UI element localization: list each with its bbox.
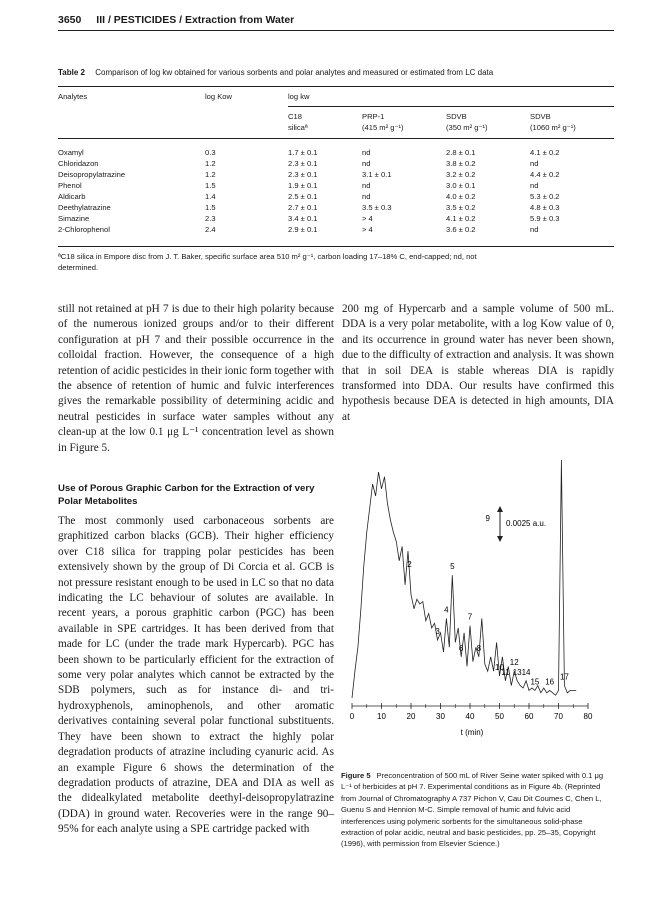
table-row-prp: > 4 [362,214,373,223]
table-row-sdvb350: 4.0 ± 0.2 [446,192,476,201]
x-tick-label: 10 [377,712,386,721]
peak-label: 12 [509,658,519,668]
figure-label: Figure 5 [341,771,371,780]
header-sdvb-350: SDVB [446,112,467,121]
table-row-c18: 3.4 ± 0.1 [288,214,318,223]
table-row-kow: 2.4 [205,225,216,234]
table-row-prp: 3.5 ± 0.3 [362,203,392,212]
chromatogram-figure [340,452,620,792]
body-column-left-top [58,302,334,456]
chromatogram-plot [352,460,576,698]
peak-label: 17 [559,672,569,682]
table-row-c18: 2.3 ± 0.1 [288,159,318,168]
table-row-sdvb1060: 4.4 ± 0.2 [530,170,560,179]
table-top-rule [58,86,614,87]
table-row-name: Oxamyl [58,148,84,157]
peak-label: 7 [467,612,473,622]
table-row-sdvb1060: 4.1 ± 0.2 [530,148,560,157]
table-row-c18: 2.7 ± 0.1 [288,203,318,212]
table-row-sdvb350: 3.0 ± 0.1 [446,181,476,190]
x-tick-label: 80 [583,712,593,721]
table-row-sdvb1060: 5.9 ± 0.3 [530,214,560,223]
table-row-prp: nd [362,148,371,157]
table-row-prp: 3.1 ± 0.1 [362,170,392,179]
table-row-sdvb350: 2.8 ± 0.1 [446,148,476,157]
table-row-name: Phenol [58,181,82,190]
scale-bar-arrow-up [497,506,503,512]
table-row-c18: 1.9 ± 0.1 [288,181,318,190]
table-row-kow: 1.2 [205,170,216,179]
table-sub-rule [288,106,614,107]
table-row-sdvb1060: 5.3 ± 0.2 [530,192,560,201]
chromatogram-trace [352,460,576,698]
header-sdvb-350-sub: (350 m² g⁻¹) [446,123,488,132]
peak-label: 3 [435,627,440,636]
table-row-kow: 2.3 [205,214,216,223]
x-tick-label: 70 [554,712,563,721]
table-row-c18: 2.9 ± 0.1 [288,225,318,234]
table-row-kow: 1.5 [205,181,216,190]
peak-label: 5 [450,562,455,572]
scale-bar [497,506,546,542]
header-sdvb-1060-sub: (1060 m² g⁻¹) [530,123,576,132]
header-c18-sub: silicaª [288,123,308,132]
figure-caption [341,770,615,850]
table-row-name: Simazine [58,214,90,223]
table-footnote-line1: ªC18 silica in Empore disc from J. T. Baker, specific surface area 510 m² g⁻¹, carbon loading 17–18% C, end-capped; nd, not [58,252,477,261]
table-label: Table 2 [58,68,85,77]
body-paragraph: The most commonly used carbonaceous sorbents are graphitized carbon blacks (GCB). Their higher efficiency over C18 silica for trapping polar pesticides has been extensively shown by the group of Di Corcia et al. GCB is not pressure resistant enough to be used in LC so that no data indicating the LC behaviour of solutes are available. In recent years, a porous graphitic carbon (PGC) has been available in SPE cartridges. It has been derived from that made for LC (under the trade mark Hypercarb). PGC has been shown to be particularly efficient for the extraction of some very polar analytes which cannot be extracted by the SDB polymers, such as for instance di- and tri-hydroxyphenols, aminophenols, and other aromatic derivatives containing several polar functional substituents. They have been shown to extract the highly polar degradation products of atrazine including cyanuric acid. As an example Figure 6 shows the determination of the degradation products of atrazine, DEA and DIA as well as the didealkylated metabolite deethyl-deisopropylatrazine (DDA) in ground water. Recoveries were in the range 90–95% for each analyte using a SPE cartridge packed with [58,515,334,836]
peak-label: 8 [476,643,482,653]
peak-label: 15 [530,677,540,687]
peak-label: 11 [501,667,510,677]
time-axis [350,703,593,721]
table-row-sdvb350: 3.6 ± 0.2 [446,225,476,234]
peak-label: 4 [444,605,449,615]
x-tick-label: 0 [349,712,355,721]
table-row-sdvb1060: nd [530,159,539,168]
header-analytes: Analytes [58,92,88,101]
header-prp1-sub: (415 m² g⁻¹) [362,123,404,132]
table-row-sdvb350: 3.8 ± 0.2 [446,159,476,168]
table-row-name: Aldicarb [58,192,86,201]
table-row-kow: 1.5 [205,203,216,212]
table-row-sdvb350: 3.5 ± 0.2 [446,203,476,212]
table-caption-text: Comparison of log kw obtained for various sorbents and polar analytes and measured or estimated from LC data [95,68,494,77]
table-row-c18: 2.5 ± 0.1 [288,192,318,201]
peak-label: 2 [407,559,412,569]
table-row-name: Deisopropylatrazine [58,170,126,179]
body-paragraph: still not retained at pH 7 is due to their high polarity because of the numerous ionized groups and/or to their different configuration at pH 7 and their possible occurrence in the colloidal fraction. However, the consequence of a high retention of acidic pesticides in their ionic form together with the absence of retention of humic and fulvic interferences gives the remarkable possibility of determining acidic and neutral pesticides in surface water samples without any clean-up at the low 0.1 μg L⁻¹ concentration level as shown in Figure 5. [58,303,334,454]
x-tick-label: 20 [406,712,416,721]
table-row-prp: > 4 [362,225,373,234]
table-row-sdvb1060: nd [530,181,539,190]
x-tick-label: 50 [495,712,504,721]
table-caption [58,68,614,77]
body-column-right [342,302,614,425]
peak-label: 10 [495,663,504,672]
table-row-prp: nd [362,159,371,168]
table-row-sdvb1060: nd [530,225,539,234]
header-sdvb-1060: SDVB [530,112,551,121]
scale-bar-arrow-down [497,536,503,542]
section-heading: Use of Porous Graphic Carbon for the Extraction of very Polar Metabolites [58,483,315,507]
peak-label: 14 [521,667,531,677]
x-axis-label: t (min) [460,728,484,737]
peak-label: 9 [485,514,490,524]
body-paragraph: 200 mg of Hypercarb and a sample volume of 500 mL. DDA is a very polar metabolite, with a log Kow value of 0, and its occurrence in ground water has never been shown, due to the difficulty of extraction and analysis. It was shown that in soil DEA is stable whereas DIA is rapidly transformed into DDA. Our results have confirmed this hypothesis because DEA is detected in high amounts, DIA at [342,303,614,423]
table-row-sdvb350: 4.1 ± 0.2 [446,214,476,223]
table-footnote [58,252,614,273]
table-row-c18: 2.3 ± 0.1 [288,170,318,179]
table-row-kow: 1.2 [205,159,216,168]
table-row-c18: 1.7 ± 0.1 [288,148,318,157]
header-c18: C18 [288,112,302,121]
table-row-prp: nd [362,181,371,190]
figure-caption-text: Preconcentration of 500 mL of River Seine water spiked with 0.1 μg L⁻¹ of herbicides at pH 7. Experimental conditions as in Figure 4b. (Reprinted from Journal of Chromatography A 737 Pichon V, Cau Dit Coumes C, Chen L, Guenu S and Hennion M-C. Simple removal of humic and fulvic acid interferences using polymeric sorbents for the simultaneous solid-phase extraction of polar acidic, neutral and basic pesticides, pp. 25–35, Copyright (1996), with permission from Elsevier Science.) [341,771,604,849]
peak-label: 13 [512,667,522,677]
table-bottom-rule [58,246,614,247]
table-row-kow: 1.4 [205,192,216,201]
table-header-rule [58,138,614,139]
header-rule [58,30,614,31]
running-head-section: III / PESTICIDES / Extraction from Water [96,14,295,26]
peak-label: 16 [545,677,555,687]
scale-bar-label: 0.0025 a.u. [506,519,547,528]
running-head [58,14,294,26]
x-tick-label: 60 [524,712,534,721]
page-number: 3650 [58,14,82,26]
x-tick-label: 40 [465,712,475,721]
header-prp1: PRP-1 [362,112,385,121]
table-row-name: Deethylatrazine [58,203,111,212]
body-column-left-bottom [58,514,334,838]
table-row-prp: nd [362,192,371,201]
peak-labels [407,514,569,686]
table-row-name: Chloridazon [58,159,99,168]
header-log-kw: log kw [288,92,310,101]
table-row-name: 2-Chlorophenol [58,225,110,234]
table-row-sdvb350: 3.2 ± 0.2 [446,170,476,179]
peak-label: 6 [458,643,464,653]
table-row-sdvb1060: 4.8 ± 0.3 [530,203,560,212]
table-row-kow: 0.3 [205,148,216,157]
table-footnote-line2: determined. [58,262,99,272]
x-tick-label: 30 [436,712,445,721]
header-log-kow: log Kow [205,92,233,101]
